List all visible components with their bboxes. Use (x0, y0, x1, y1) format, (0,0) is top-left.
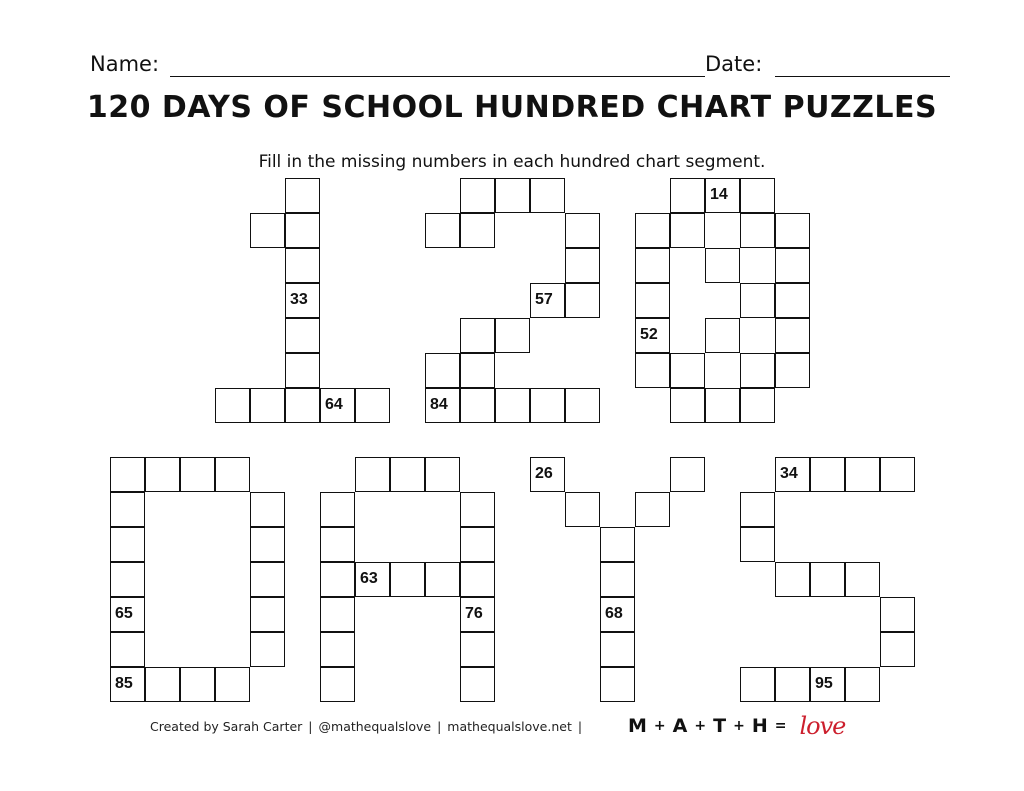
blank-cell[interactable] (355, 457, 390, 492)
footer-separator: | (308, 718, 313, 734)
given-number-cell (320, 388, 355, 423)
blank-cell[interactable] (635, 353, 670, 388)
cell-number: 34 (780, 465, 798, 482)
blank-cell[interactable] (460, 353, 495, 388)
blank-cell[interactable] (775, 283, 810, 318)
blank-cell[interactable] (425, 457, 460, 492)
blank-cell[interactable] (425, 213, 460, 248)
blank-cell[interactable] (495, 318, 530, 353)
given-number-cell (110, 667, 145, 702)
cell-number: 33 (290, 291, 308, 308)
blank-cell[interactable] (145, 457, 180, 492)
given-number-cell (775, 457, 810, 492)
blank-cell[interactable] (740, 527, 775, 562)
name-label: Name: (90, 52, 160, 76)
blank-cell[interactable] (880, 632, 915, 667)
blank-cell[interactable] (565, 388, 600, 423)
brand-logo (628, 712, 845, 740)
blank-cell[interactable] (740, 353, 775, 388)
blank-cell[interactable] (775, 318, 810, 353)
footer-credits (150, 714, 588, 738)
blank-cell[interactable] (845, 457, 880, 492)
given-number-cell (425, 388, 460, 423)
blank-cell[interactable] (670, 353, 705, 388)
blank-cell[interactable] (250, 527, 285, 562)
given-number-cell (285, 283, 320, 318)
brand-equals: = (774, 718, 787, 734)
blank-cell[interactable] (705, 388, 740, 423)
blank-cell[interactable] (845, 562, 880, 597)
blank-cell[interactable] (425, 353, 460, 388)
blank-cell[interactable] (250, 213, 285, 248)
blank-cell[interactable] (145, 667, 180, 702)
blank-cell[interactable] (775, 213, 810, 248)
blank-cell[interactable] (565, 248, 600, 283)
blank-cell[interactable] (180, 667, 215, 702)
cell-number: 52 (640, 326, 658, 343)
blank-cell[interactable] (320, 632, 355, 667)
blank-cell[interactable] (495, 388, 530, 423)
blank-cell[interactable] (880, 597, 915, 632)
brand-t: T (713, 715, 727, 737)
footer-separator: | (437, 718, 442, 734)
page-title: 120 DAYS OF SCHOOL HUNDRED CHART PUZZLES (86, 90, 938, 125)
blank-cell[interactable] (320, 597, 355, 632)
blank-cell[interactable] (600, 667, 635, 702)
blank-cell[interactable] (635, 248, 670, 283)
blank-cell[interactable] (565, 283, 600, 318)
blank-cell[interactable] (250, 492, 285, 527)
blank-cell[interactable] (110, 527, 145, 562)
blank-cell[interactable] (390, 562, 425, 597)
blank-cell[interactable] (460, 213, 495, 248)
given-number-cell (110, 597, 145, 632)
blank-cell[interactable] (250, 562, 285, 597)
cell-number: 95 (815, 675, 833, 692)
blank-cell[interactable] (810, 562, 845, 597)
cell-number: 64 (325, 396, 343, 413)
blank-cell[interactable] (285, 178, 320, 213)
blank-cell[interactable] (320, 492, 355, 527)
blank-cell[interactable] (460, 527, 495, 562)
blank-cell[interactable] (320, 667, 355, 702)
blank-cell[interactable] (775, 353, 810, 388)
blank-cell[interactable] (215, 388, 250, 423)
blank-cell[interactable] (775, 562, 810, 597)
given-number-cell (460, 597, 495, 632)
blank-cell[interactable] (215, 457, 250, 492)
cell-number: 85 (115, 675, 133, 692)
brand-h: H (751, 715, 768, 737)
blank-cell[interactable] (250, 597, 285, 632)
brand-plus: + (733, 718, 745, 734)
blank-cell[interactable] (670, 457, 705, 492)
cell-number: 65 (115, 605, 133, 622)
blank-cell[interactable] (740, 213, 775, 248)
blank-cell[interactable] (740, 388, 775, 423)
blank-cell[interactable] (460, 178, 495, 213)
footer-website: mathequalslove.net (447, 718, 572, 734)
blank-cell[interactable] (320, 562, 355, 597)
given-number-cell (600, 597, 635, 632)
blank-cell[interactable] (285, 353, 320, 388)
cell-number: 68 (605, 605, 623, 622)
blank-cell[interactable] (460, 632, 495, 667)
brand-plus: + (694, 718, 707, 734)
blank-cell[interactable] (390, 457, 425, 492)
blank-cell[interactable] (320, 527, 355, 562)
blank-cell[interactable] (740, 667, 775, 702)
given-number-cell (635, 318, 670, 353)
given-number-cell (530, 283, 565, 318)
blank-cell[interactable] (110, 457, 145, 492)
blank-cell[interactable] (460, 667, 495, 702)
blank-cell[interactable] (110, 632, 145, 667)
given-number-cell (355, 562, 390, 597)
blank-cell[interactable] (880, 457, 915, 492)
brand-love: love (799, 712, 846, 740)
blank-cell[interactable] (495, 178, 530, 213)
blank-cell[interactable] (110, 562, 145, 597)
blank-cell[interactable] (460, 388, 495, 423)
blank-cell[interactable] (285, 388, 320, 423)
blank-cell[interactable] (110, 492, 145, 527)
blank-cell[interactable] (530, 388, 565, 423)
blank-cell[interactable] (250, 632, 285, 667)
brand-plus: + (653, 718, 666, 734)
blank-cell[interactable] (565, 213, 600, 248)
cell-number: 63 (360, 570, 378, 587)
blank-cell[interactable] (215, 667, 250, 702)
blank-cell[interactable] (670, 388, 705, 423)
footer-separator: | (577, 718, 583, 734)
blank-cell[interactable] (670, 213, 705, 248)
blank-cell[interactable] (460, 562, 495, 597)
cell-number: 76 (465, 605, 483, 622)
footer-handle: @mathequalslove (318, 718, 432, 734)
blank-cell[interactable] (635, 283, 670, 318)
blank-cell[interactable] (285, 248, 320, 283)
brand-m: M (628, 715, 647, 737)
date-label: Date: (705, 52, 763, 76)
footer-credit: Created by Sarah Carter (150, 718, 303, 734)
blank-cell[interactable] (845, 667, 880, 702)
blank-cell[interactable] (810, 457, 845, 492)
blank-cell[interactable] (460, 492, 495, 527)
blank-cell[interactable] (565, 492, 600, 527)
blank-cell[interactable] (670, 178, 705, 213)
cell-number: 26 (535, 465, 553, 482)
blank-cell[interactable] (635, 492, 670, 527)
blank-cell[interactable] (250, 388, 285, 423)
blank-cell[interactable] (740, 178, 775, 213)
blank-cell[interactable] (600, 527, 635, 562)
blank-cell[interactable] (705, 248, 740, 283)
blank-cell[interactable] (530, 178, 565, 213)
blank-cell[interactable] (460, 318, 495, 353)
given-number-cell (705, 178, 740, 213)
blank-cell[interactable] (635, 213, 670, 248)
blank-cell[interactable] (740, 492, 775, 527)
cell-number: 84 (430, 396, 448, 413)
cell-number: 57 (535, 291, 553, 308)
blank-cell[interactable] (600, 632, 635, 667)
blank-cell[interactable] (775, 667, 810, 702)
instructions: Fill in the missing numbers in each hundred chart segment. (258, 152, 766, 172)
given-number-cell (810, 667, 845, 702)
blank-cell[interactable] (180, 457, 215, 492)
given-number-cell (530, 457, 565, 492)
cell-number: 14 (710, 186, 728, 203)
blank-cell[interactable] (775, 248, 810, 283)
brand-a: A (672, 715, 688, 737)
blank-cell[interactable] (705, 318, 740, 353)
blank-cell[interactable] (425, 562, 460, 597)
blank-cell[interactable] (285, 213, 320, 248)
blank-cell[interactable] (285, 318, 320, 353)
blank-cell[interactable] (740, 283, 775, 318)
blank-cell[interactable] (355, 388, 390, 423)
blank-cell[interactable] (600, 562, 635, 597)
